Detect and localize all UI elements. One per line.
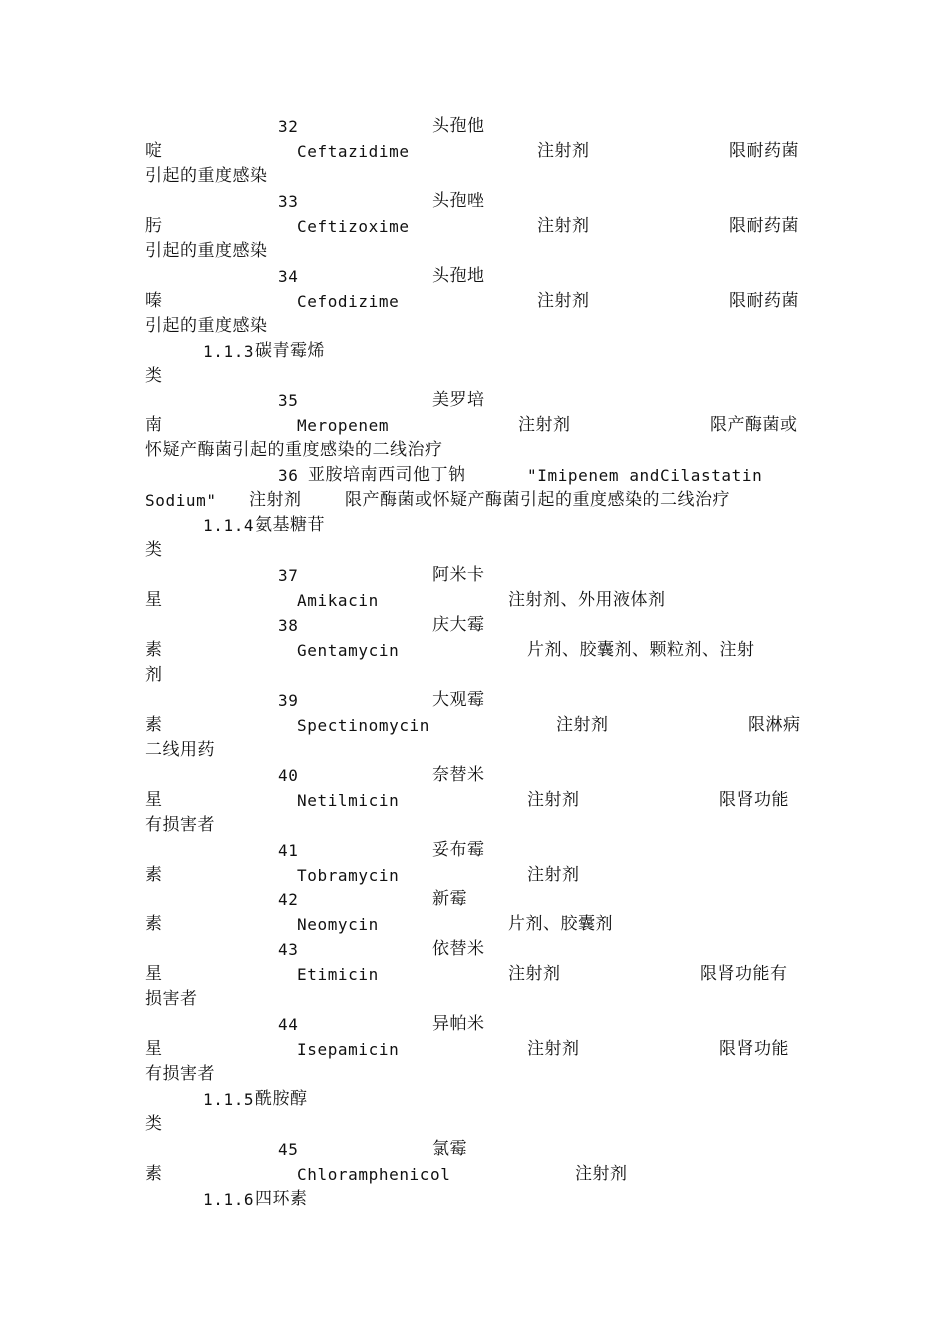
text-line (0, 788, 950, 813)
text-run: "Imipenem andCilastatin (527, 466, 763, 486)
text-line (0, 887, 950, 912)
text-line (0, 214, 950, 239)
text-run: 阿米卡 (432, 565, 485, 586)
text-run: 限肾功能有 (700, 964, 788, 985)
text-run: Cefodizime (297, 291, 400, 311)
text-run: 碳青霉烯 (255, 340, 325, 361)
text-run: 类 (145, 1114, 163, 1134)
text-run: 头孢地 (432, 265, 485, 286)
text-line (0, 912, 950, 937)
text-run: 限肾功能 (719, 1039, 789, 1060)
text-run: 氯霉 (432, 1138, 467, 1159)
text-run: 素 (145, 914, 163, 935)
text-run: 素 (145, 1163, 163, 1184)
text-line (0, 114, 950, 139)
text-line (0, 289, 950, 314)
text-run: Spectinomycin (297, 715, 431, 735)
text-run: 二线用药 (145, 739, 215, 760)
text-line (0, 339, 950, 364)
text-run: 酰胺醇 (255, 1089, 308, 1110)
text-run: 40 (278, 765, 299, 785)
text-line (0, 987, 950, 1012)
text-run: 怀疑产酶菌引起的重度感染的二线治疗 (145, 440, 443, 461)
text-run: 33 (278, 191, 299, 211)
text-run: 注射剂 (537, 290, 590, 311)
text-line (0, 1187, 950, 1212)
text-run: 嗪 (145, 290, 163, 311)
text-run: Neomycin (297, 915, 379, 935)
text-run: 类 (145, 365, 163, 386)
text-run: 损害者 (145, 989, 198, 1010)
text-line (0, 937, 950, 962)
text-run: 星 (145, 1039, 163, 1060)
text-run: 素 (145, 639, 163, 660)
text-run: 素 (145, 714, 163, 735)
text-line (0, 1012, 950, 1037)
text-run: 35 (278, 391, 299, 411)
text-run: 1.1.3 (203, 341, 255, 361)
text-line (0, 239, 950, 264)
text-run: 45 (278, 1139, 299, 1159)
text-line (0, 1112, 950, 1137)
text-run: 42 (278, 890, 299, 910)
text-run: 38 (278, 616, 299, 635)
text-run: 奈替米 (432, 764, 485, 785)
text-run: 37 (278, 566, 299, 586)
text-run: 注射剂 (537, 140, 590, 161)
text-run: Ceftazidime (297, 141, 410, 161)
text-line (0, 1062, 950, 1087)
text-run: 类 (145, 540, 163, 561)
text-line (0, 364, 950, 389)
text-run: 亚胺培南西司他丁钠 (308, 465, 466, 486)
text-line (0, 1137, 950, 1162)
text-line (0, 314, 950, 339)
text-run: 限耐药菌 (729, 140, 799, 161)
text-run: 限产酶菌或怀疑产酶菌引起的重度感染的二线治疗 (345, 490, 730, 511)
text-run: 注射剂 (556, 714, 609, 735)
text-run: 1.1.4 (203, 516, 255, 536)
text-run: 36 (278, 466, 299, 486)
text-run: 44 (278, 1015, 299, 1035)
text-run: 星 (145, 789, 163, 810)
text-run: Netilmicin (297, 790, 400, 810)
text-run: 注射剂 (527, 864, 580, 885)
text-run: 素 (145, 864, 163, 885)
text-run: 1.1.6 (203, 1189, 255, 1209)
text-run: 庆大霉 (432, 615, 485, 635)
text-run: 39 (278, 690, 299, 710)
text-run: 注射剂 (527, 1039, 580, 1060)
text-line (0, 1087, 950, 1112)
text-run: Gentamycin (297, 640, 400, 660)
text-run: 引起的重度感染 (145, 240, 268, 261)
text-line (0, 488, 950, 513)
text-run: 大观霉 (432, 689, 485, 710)
text-run: 美罗培 (432, 390, 485, 411)
text-line (0, 438, 950, 463)
text-run: 限淋病 (748, 714, 801, 735)
text-line (0, 413, 950, 438)
text-run: 注射剂 (575, 1163, 628, 1184)
text-run: 片剂、胶囊剂、颗粒剂、注射 (527, 639, 755, 660)
text-run: 注射剂 (508, 964, 561, 985)
text-run: 依替米 (432, 939, 485, 960)
text-run: 妥布霉 (432, 839, 485, 860)
text-run: Ceftizoxime (297, 216, 410, 236)
text-run: 注射剂 (537, 215, 590, 236)
text-line (0, 164, 950, 189)
text-run: 头孢他 (432, 116, 485, 136)
text-run: 星 (145, 964, 163, 985)
text-run: 限耐药菌 (729, 290, 799, 311)
text-line (0, 813, 950, 838)
text-run: 注射剂 (518, 415, 571, 436)
text-run: 氨基糖苷 (255, 515, 325, 536)
text-run: 新霉 (432, 889, 467, 910)
text-line (0, 1037, 950, 1062)
text-line (0, 688, 950, 713)
text-line (0, 663, 950, 688)
text-run: 限肾功能 (719, 789, 789, 810)
text-line (0, 763, 950, 788)
text-run: 限耐药菌 (729, 215, 799, 236)
text-line (0, 538, 950, 563)
text-line (0, 388, 950, 413)
text-run: 南 (145, 415, 163, 436)
text-run: 啶 (145, 140, 163, 161)
text-run: Sodium" (145, 491, 217, 511)
text-line (0, 863, 950, 888)
text-run: 注射剂 (249, 490, 302, 511)
text-run: 43 (278, 940, 299, 960)
text-run: 32 (278, 117, 299, 136)
text-line (0, 838, 950, 863)
text-line (0, 588, 950, 613)
text-run: 星 (145, 590, 163, 611)
text-line (0, 638, 950, 663)
text-line (0, 463, 950, 488)
text-line (0, 139, 950, 164)
text-line (0, 189, 950, 214)
text-run: 剂 (145, 664, 163, 685)
text-run: Etimicin (297, 965, 379, 985)
text-run: 有损害者 (145, 814, 215, 835)
text-line (0, 264, 950, 289)
text-run: 1.1.5 (203, 1090, 255, 1110)
text-run: Meropenem (297, 416, 390, 436)
text-run: 片剂、胶囊剂 (508, 914, 613, 935)
text-run: Amikacin (297, 591, 379, 611)
text-line (0, 613, 950, 638)
text-line (0, 738, 950, 763)
text-line (0, 1162, 950, 1187)
text-run: 肟 (145, 215, 163, 236)
text-run: Tobramycin (297, 865, 400, 885)
text-run: 41 (278, 840, 299, 860)
text-run: Chloramphenicol (297, 1164, 451, 1184)
text-line (0, 513, 950, 538)
text-run: 异帕米 (432, 1014, 485, 1035)
text-run: 四环素 (255, 1188, 308, 1209)
text-line (0, 962, 950, 987)
text-run: 34 (278, 266, 299, 286)
text-run: 注射剂 (527, 789, 580, 810)
text-run: 有损害者 (145, 1064, 215, 1085)
text-run: 头孢唑 (432, 190, 485, 211)
text-run: Isepamicin (297, 1040, 400, 1060)
text-line (0, 713, 950, 738)
text-run: 注射剂、外用液体剂 (508, 590, 666, 611)
text-run: 引起的重度感染 (145, 315, 268, 336)
text-run: 引起的重度感染 (145, 165, 268, 186)
text-run: 限产酶菌或 (710, 415, 798, 436)
text-line (0, 563, 950, 588)
